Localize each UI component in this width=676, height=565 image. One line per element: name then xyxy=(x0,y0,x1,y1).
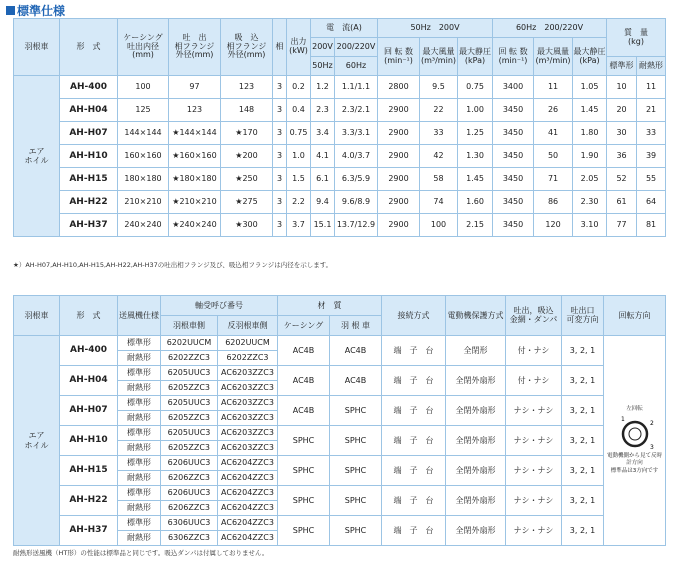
cell-bearing-std-opp: 6202UUCM xyxy=(218,336,278,351)
cell-casing: 240×240 xyxy=(118,214,169,237)
cell-std-label: 標準形 xyxy=(118,396,161,411)
cell-bearing-heat-imp: 6306ZZC3 xyxy=(161,531,218,546)
h-phase: 相 xyxy=(273,19,287,76)
h-pres60: 最大静圧 (kPa) xyxy=(573,38,607,76)
cell-w_std: 10 xyxy=(607,76,637,99)
h-pres50: 最大静圧 (kPa) xyxy=(458,38,493,76)
cell-suction: ★170 xyxy=(221,122,273,145)
cell-protection: 全閉形 xyxy=(446,336,506,366)
cell-heat-label: 耐熱形 xyxy=(118,501,161,516)
rotation-std-caption: 標準品は3方向です xyxy=(610,468,659,475)
h-impeller: 羽根車 xyxy=(14,19,60,76)
h-current-200-220: 200/220V xyxy=(335,38,378,57)
cell-rpm50: 2900 xyxy=(378,168,420,191)
cell-impeller: SPHC xyxy=(330,516,382,546)
cell-flow60: 50 xyxy=(534,145,573,168)
cell-bearing-std-imp: 6202UUCM xyxy=(161,336,218,351)
h-flow50: 最大風量 (m³/min) xyxy=(420,38,458,76)
cell-rpm50: 2900 xyxy=(378,99,420,122)
cell-damper: ナシ・ナシ xyxy=(506,486,562,516)
table-row xyxy=(14,366,666,381)
h-weight-std: 標準形 xyxy=(607,57,637,76)
cell-outlet: 3, 2, 1 xyxy=(562,516,604,546)
h2-mat-impeller: 羽 根 車 xyxy=(330,316,382,336)
spec2-note: 耐熱形送風機（HT形）の性能は標準品と同じです。吸込ダンパは付属しておりません。 xyxy=(13,549,269,557)
cell-rpm50: 2900 xyxy=(378,214,420,237)
cell-model: AH-H15 xyxy=(60,456,118,486)
table-row xyxy=(14,145,666,168)
cell-connection: 端 子 台 xyxy=(382,366,446,396)
title-square-icon xyxy=(6,6,15,15)
cell-discharge: ★144×144 xyxy=(169,122,221,145)
table-row xyxy=(14,516,666,531)
table-row xyxy=(14,396,666,411)
cell-flow50: 22 xyxy=(420,99,458,122)
cell-bearing-std-imp: 6206UUC3 xyxy=(161,456,218,471)
cell-pres60: 3.10 xyxy=(573,214,607,237)
cell-pres60: 1.90 xyxy=(573,145,607,168)
cell-damper: 付・ナシ xyxy=(506,366,562,396)
cell-casing: 125 xyxy=(118,99,169,122)
cell-impeller: SPHC xyxy=(330,456,382,486)
cell-model: AH-H07 xyxy=(60,396,118,426)
cell-heat-label: 耐熱形 xyxy=(118,531,161,546)
cell-i200: 4.1 xyxy=(311,145,335,168)
cell-outlet: 3, 2, 1 xyxy=(562,456,604,486)
cell-bearing-heat-imp: 6202ZZC3 xyxy=(161,351,218,366)
cell-discharge: ★180×180 xyxy=(169,168,221,191)
cell-i200: 6.1 xyxy=(311,168,335,191)
cell-w_heat: 81 xyxy=(637,214,666,237)
h-suction: 吸 込 相フランジ 外径(mm) xyxy=(221,19,273,76)
title-text: 標準仕様 xyxy=(17,4,66,18)
h-hz50-small: 50Hz xyxy=(311,57,335,76)
cell-bearing-heat-opp: AC6203ZZC3 xyxy=(218,441,278,456)
cell-connection: 端 子 台 xyxy=(382,426,446,456)
cell-bearing-heat-opp: 6202ZZC3 xyxy=(218,351,278,366)
h2-protection: 電動機保護方式 xyxy=(446,296,506,336)
cell-connection: 端 子 台 xyxy=(382,516,446,546)
cell-rpm60: 3450 xyxy=(493,122,534,145)
cell-w_heat: 33 xyxy=(637,122,666,145)
cell-phase: 3 xyxy=(273,214,287,237)
cell-phase: 3 xyxy=(273,122,287,145)
cell-power: 3.7 xyxy=(287,214,311,237)
cell-casing: SPHC xyxy=(278,486,330,516)
cell-flow50: 100 xyxy=(420,214,458,237)
cell-suction: ★250 xyxy=(221,168,273,191)
cell-casing: 160×160 xyxy=(118,145,169,168)
cell-i200_220: 6.3/5.9 xyxy=(335,168,378,191)
cell-suction: ★200 xyxy=(221,145,273,168)
rotation-icon xyxy=(611,413,659,453)
table-row xyxy=(14,168,666,191)
cell-impeller: AC4B xyxy=(330,366,382,396)
cell-w_std: 30 xyxy=(607,122,637,145)
rotation-caption: 電動機側から見て反時計方向 xyxy=(606,452,662,466)
cell-phase: 3 xyxy=(273,76,287,99)
cell-rpm60: 3450 xyxy=(493,191,534,214)
cell-pres50: 1.00 xyxy=(458,99,493,122)
table-row xyxy=(14,122,666,145)
cell-casing: SPHC xyxy=(278,426,330,456)
h2-material: 材 質 xyxy=(278,296,382,316)
cell-power: 0.75 xyxy=(287,122,311,145)
cell-model: AH-H22 xyxy=(60,191,118,214)
cell-i200: 15.1 xyxy=(311,214,335,237)
cell-bearing-std-imp: 6205UUC3 xyxy=(161,366,218,381)
cell-outlet: 3, 2, 1 xyxy=(562,426,604,456)
cell-casing: SPHC xyxy=(278,516,330,546)
cell-std-label: 標準形 xyxy=(118,426,161,441)
rotation-diagram xyxy=(604,406,665,474)
cell-bearing-std-opp: AC6203ZZC3 xyxy=(218,366,278,381)
cell-bearing-heat-imp: 6206ZZC3 xyxy=(161,501,218,516)
cell-bearing-std-imp: 6306UUC3 xyxy=(161,516,218,531)
cell-heat-label: 耐熱形 xyxy=(118,351,161,366)
cell-protection: 全閉外扇形 xyxy=(446,396,506,426)
cell-impeller: SPHC xyxy=(330,426,382,456)
cell-pres50: 1.45 xyxy=(458,168,493,191)
cell-pres50: 2.15 xyxy=(458,214,493,237)
h2-bearing-opposite: 反羽根車側 xyxy=(218,316,278,336)
table-row xyxy=(14,426,666,441)
cell-i200_220: 13.7/12.9 xyxy=(335,214,378,237)
rotation-num3: 3 xyxy=(649,443,654,451)
cell-pres50: 0.75 xyxy=(458,76,493,99)
cell-heat-label: 耐熱形 xyxy=(118,411,161,426)
cell-rpm60: 3450 xyxy=(493,214,534,237)
cell-w_heat: 39 xyxy=(637,145,666,168)
cell-rpm60: 3450 xyxy=(493,145,534,168)
cell-connection: 端 子 台 xyxy=(382,396,446,426)
cell-phase: 3 xyxy=(273,191,287,214)
h2-outlet: 吐出口 可変方向 xyxy=(562,296,604,336)
cell-power: 1.0 xyxy=(287,145,311,168)
cell-discharge: ★160×160 xyxy=(169,145,221,168)
cell-std-label: 標準形 xyxy=(118,336,161,351)
h2-bearing-impeller: 羽根車側 xyxy=(161,316,218,336)
cell-protection: 全閉外扇形 xyxy=(446,366,506,396)
h-current: 電 流(A) xyxy=(311,19,378,38)
cell-heat-label: 耐熱形 xyxy=(118,441,161,456)
h-group50: 50Hz 200V xyxy=(378,19,493,38)
cell-bearing-std-imp: 6205UUC3 xyxy=(161,396,218,411)
cell-std-label: 標準形 xyxy=(118,366,161,381)
h-rpm50: 回 転 数 (min⁻¹) xyxy=(378,38,420,76)
cell-model: AH-H15 xyxy=(60,168,118,191)
cell-rpm60: 3450 xyxy=(493,99,534,122)
cell-model: AH-H10 xyxy=(60,426,118,456)
cell-flow50: 58 xyxy=(420,168,458,191)
h-flow60: 最大風量 (m³/min) xyxy=(534,38,573,76)
cell-outlet: 3, 2, 1 xyxy=(562,486,604,516)
cell-std-label: 標準形 xyxy=(118,456,161,471)
table-row xyxy=(14,76,666,99)
impeller-value: エア ホイル xyxy=(14,336,60,546)
cell-impeller: SPHC xyxy=(330,396,382,426)
h2-impeller: 羽根車 xyxy=(14,296,60,336)
cell-damper: ナシ・ナシ xyxy=(506,396,562,426)
spec-note: ★）AH-H07,AH-H10,AH-H15,AH-H22,AH-H37の吐出相フランジ及び、吸込相フランジは内径を示します。 xyxy=(13,261,333,269)
rotation-num2: 2 xyxy=(649,419,654,427)
cell-bearing-std-imp: 6206UUC3 xyxy=(161,486,218,501)
cell-rpm60: 3400 xyxy=(493,76,534,99)
cell-connection: 端 子 台 xyxy=(382,456,446,486)
cell-model: AH-H07 xyxy=(60,122,118,145)
h-model: 形 式 xyxy=(60,19,118,76)
cell-i200_220: 2.3/2.1 xyxy=(335,99,378,122)
cell-bearing-heat-imp: 6205ZZC3 xyxy=(161,441,218,456)
cell-rpm60: 3450 xyxy=(493,168,534,191)
cell-flow50: 9.5 xyxy=(420,76,458,99)
cell-bearing-std-opp: AC6203ZZC3 xyxy=(218,396,278,411)
cell-model: AH-H04 xyxy=(60,366,118,396)
cell-casing: 180×180 xyxy=(118,168,169,191)
cell-pres50: 1.30 xyxy=(458,145,493,168)
h2-connection: 接続方式 xyxy=(382,296,446,336)
cell-rpm50: 2900 xyxy=(378,122,420,145)
cell-bearing-std-imp: 6205UUC3 xyxy=(161,426,218,441)
cell-bearing-heat-imp: 6205ZZC3 xyxy=(161,381,218,396)
cell-i200: 3.4 xyxy=(311,122,335,145)
h-group60: 60Hz 200/220V xyxy=(493,19,607,38)
h-discharge: 吐 出 相フランジ 外径(mm) xyxy=(169,19,221,76)
cell-i200: 2.3 xyxy=(311,99,335,122)
cell-rpm50: 2900 xyxy=(378,145,420,168)
cell-phase: 3 xyxy=(273,168,287,191)
cell-w_std: 61 xyxy=(607,191,637,214)
table-row xyxy=(14,456,666,471)
cell-casing: AC4B xyxy=(278,396,330,426)
table-row xyxy=(14,336,666,351)
cell-flow60: 11 xyxy=(534,76,573,99)
h2-damper: 吐出，吸込 金網・ダンパ xyxy=(506,296,562,336)
cell-suction: 148 xyxy=(221,99,273,122)
cell-discharge: ★210×210 xyxy=(169,191,221,214)
section-title xyxy=(6,2,65,19)
cell-w_heat: 55 xyxy=(637,168,666,191)
cell-casing: 210×210 xyxy=(118,191,169,214)
cell-protection: 全閉外扇形 xyxy=(446,456,506,486)
cell-w_heat: 64 xyxy=(637,191,666,214)
cell-pres60: 1.45 xyxy=(573,99,607,122)
cell-pres50: 1.25 xyxy=(458,122,493,145)
cell-bearing-std-opp: AC6204ZZC3 xyxy=(218,486,278,501)
table-row xyxy=(14,214,666,237)
cell-heat-label: 耐熱形 xyxy=(118,471,161,486)
cell-model: AH-400 xyxy=(60,336,118,366)
cell-flow50: 42 xyxy=(420,145,458,168)
cell-casing: AC4B xyxy=(278,366,330,396)
h-rpm60: 回 転 数 (min⁻¹) xyxy=(493,38,534,76)
cell-bearing-heat-opp: AC6204ZZC3 xyxy=(218,471,278,486)
cell-bearing-heat-imp: 6205ZZC3 xyxy=(161,411,218,426)
cell-discharge: 97 xyxy=(169,76,221,99)
cell-outlet: 3, 2, 1 xyxy=(562,396,604,426)
cell-phase: 3 xyxy=(273,99,287,122)
h2-rotation: 回転方向 xyxy=(604,296,666,336)
cell-protection: 全閉外扇形 xyxy=(446,516,506,546)
cell-suction: ★275 xyxy=(221,191,273,214)
rotation-label: 左回転 xyxy=(626,406,643,413)
cell-casing: 100 xyxy=(118,76,169,99)
cell-damper: ナシ・ナシ xyxy=(506,426,562,456)
cell-i200_220: 1.1/1.1 xyxy=(335,76,378,99)
cell-pres50: 1.60 xyxy=(458,191,493,214)
cell-bearing-heat-opp: AC6204ZZC3 xyxy=(218,501,278,516)
cell-i200: 9.4 xyxy=(311,191,335,214)
cell-w_heat: 11 xyxy=(637,76,666,99)
impeller-value: エア ホイル xyxy=(14,76,60,237)
cell-model: AH-H22 xyxy=(60,486,118,516)
cell-flow50: 74 xyxy=(420,191,458,214)
h-casing: ケーシング 吐出内径 (mm) xyxy=(118,19,169,76)
table-row xyxy=(14,99,666,122)
cell-power: 0.4 xyxy=(287,99,311,122)
cell-flow60: 41 xyxy=(534,122,573,145)
cell-bearing-heat-opp: AC6204ZZC3 xyxy=(218,531,278,546)
cell-outlet: 3, 2, 1 xyxy=(562,336,604,366)
cell-pres60: 1.05 xyxy=(573,76,607,99)
h-power: 出力 (kW) xyxy=(287,19,311,76)
table-row xyxy=(14,191,666,214)
cell-protection: 全閉外扇形 xyxy=(446,426,506,456)
cell-phase: 3 xyxy=(273,145,287,168)
cell-casing: 144×144 xyxy=(118,122,169,145)
rotation-num1: 1 xyxy=(620,415,625,423)
spec2-table xyxy=(13,295,666,546)
cell-impeller: SPHC xyxy=(330,486,382,516)
cell-power: 2.2 xyxy=(287,191,311,214)
cell-connection: 端 子 台 xyxy=(382,486,446,516)
cell-connection: 端 子 台 xyxy=(382,336,446,366)
cell-model: AH-H04 xyxy=(60,99,118,122)
cell-pres60: 2.05 xyxy=(573,168,607,191)
cell-bearing-std-opp: AC6203ZZC3 xyxy=(218,426,278,441)
cell-w_std: 20 xyxy=(607,99,637,122)
cell-casing: SPHC xyxy=(278,456,330,486)
rotation-cell xyxy=(604,336,666,546)
cell-power: 1.5 xyxy=(287,168,311,191)
cell-w_std: 36 xyxy=(607,145,637,168)
cell-bearing-heat-imp: 6206ZZC3 xyxy=(161,471,218,486)
cell-model: AH-400 xyxy=(60,76,118,99)
cell-pres60: 2.30 xyxy=(573,191,607,214)
cell-std-label: 標準形 xyxy=(118,486,161,501)
cell-flow60: 86 xyxy=(534,191,573,214)
cell-flow60: 120 xyxy=(534,214,573,237)
h-hz60-small: 60Hz xyxy=(335,57,378,76)
cell-casing: AC4B xyxy=(278,336,330,366)
cell-suction: ★300 xyxy=(221,214,273,237)
cell-rpm50: 2900 xyxy=(378,191,420,214)
cell-i200_220: 9.6/8.9 xyxy=(335,191,378,214)
cell-i200_220: 3.3/3.1 xyxy=(335,122,378,145)
cell-discharge: 123 xyxy=(169,99,221,122)
h-weight-heat: 耐熱形 xyxy=(637,57,666,76)
cell-bearing-heat-opp: AC6203ZZC3 xyxy=(218,381,278,396)
cell-flow60: 26 xyxy=(534,99,573,122)
cell-model: AH-H37 xyxy=(60,214,118,237)
cell-bearing-std-opp: AC6204ZZC3 xyxy=(218,456,278,471)
cell-i200_220: 4.0/3.7 xyxy=(335,145,378,168)
cell-suction: 123 xyxy=(221,76,273,99)
h2-mat-casing: ケーシング xyxy=(278,316,330,336)
cell-std-label: 標準形 xyxy=(118,516,161,531)
h2-model: 形 式 xyxy=(60,296,118,336)
h2-bearing: 軸受呼び番号 xyxy=(161,296,278,316)
cell-outlet: 3, 2, 1 xyxy=(562,366,604,396)
cell-impeller: AC4B xyxy=(330,336,382,366)
h-weight: 質 量 (kg) xyxy=(607,19,666,57)
cell-model: AH-H37 xyxy=(60,516,118,546)
h2-fan-spec: 送風機仕様 xyxy=(118,296,161,336)
cell-bearing-std-opp: AC6204ZZC3 xyxy=(218,516,278,531)
cell-w_std: 52 xyxy=(607,168,637,191)
cell-w_heat: 21 xyxy=(637,99,666,122)
cell-damper: ナシ・ナシ xyxy=(506,516,562,546)
cell-damper: 付・ナシ xyxy=(506,336,562,366)
cell-pres60: 1.80 xyxy=(573,122,607,145)
cell-flow60: 71 xyxy=(534,168,573,191)
cell-damper: ナシ・ナシ xyxy=(506,456,562,486)
cell-discharge: ★240×240 xyxy=(169,214,221,237)
cell-model: AH-H10 xyxy=(60,145,118,168)
spec-table xyxy=(13,18,666,237)
table-row xyxy=(14,486,666,501)
cell-i200: 1.2 xyxy=(311,76,335,99)
cell-protection: 全閉外扇形 xyxy=(446,486,506,516)
cell-flow50: 33 xyxy=(420,122,458,145)
cell-bearing-heat-opp: AC6203ZZC3 xyxy=(218,411,278,426)
cell-rpm50: 2800 xyxy=(378,76,420,99)
cell-power: 0.2 xyxy=(287,76,311,99)
cell-w_std: 77 xyxy=(607,214,637,237)
cell-heat-label: 耐熱形 xyxy=(118,381,161,396)
h-current-200: 200V xyxy=(311,38,335,57)
